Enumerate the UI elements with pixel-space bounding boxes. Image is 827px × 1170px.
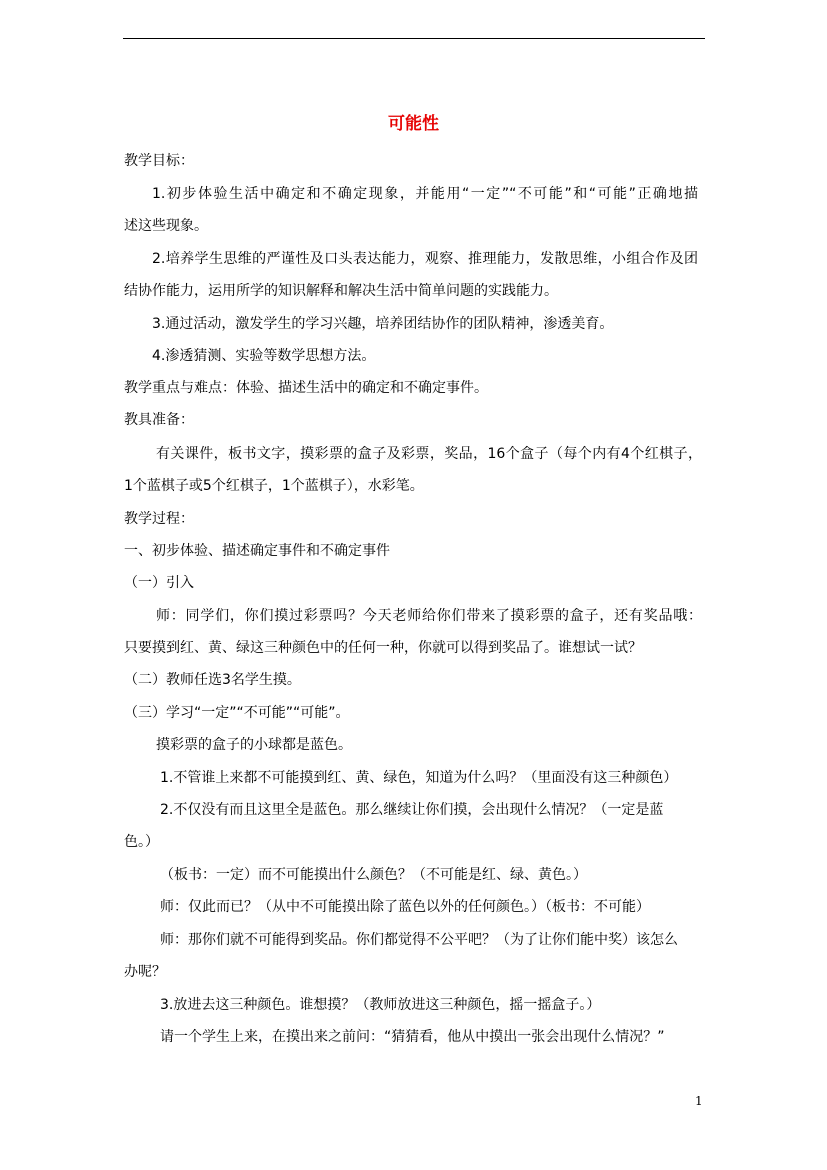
paragraph-line: 述这些现象。 bbox=[124, 218, 208, 234]
section-heading: 教学重点与难点：体验、描述生活中的确定和不确定事件。 bbox=[124, 380, 488, 396]
paragraph-line: 4.渗透猜测、实验等数学思想方法。 bbox=[152, 348, 376, 364]
paragraph-line: 1个蓝棋子或5个红棋子，1个蓝棋子），水彩笔。 bbox=[124, 478, 424, 494]
paragraph-line: 师：那你们就不可能得到奖品。你们都觉得不公平吧？（为了让你们能中奖）该怎么 bbox=[160, 932, 678, 948]
paragraph-line: 2.不仅没有而且这里全是蓝色。那么继续让你们摸，会出现什么情况？（一定是蓝 bbox=[160, 802, 664, 818]
section-heading: 教学目标： bbox=[124, 153, 194, 169]
section-heading: 教学过程： bbox=[124, 511, 194, 527]
paragraph-line: 2.培养学生思维的严谨性及口头表达能力，观察、推理能力，发散思维，小组合作及团 bbox=[152, 251, 698, 267]
paragraph-line: 只要摸到红、黄、绿这三种颜色中的任何一种，你就可以得到奖品了。谁想试一试？ bbox=[124, 640, 642, 656]
paragraph-line: 师：仅此而已？（从中不可能摸出除了蓝色以外的任何颜色。）（板书：不可能） bbox=[160, 899, 650, 915]
paragraph-line: 1.初步体验生活中确定和不确定现象，并能用“一定”“不可能”和“可能”正确地描 bbox=[152, 186, 698, 202]
paragraph-line: 3.放进去这三种颜色。谁想摸？（教师放进这三种颜色，摇一摇盒子。） bbox=[160, 997, 601, 1013]
paragraph-line: 结协作能力，运用所学的知识解释和解决生活中简单问题的实践能力。 bbox=[124, 283, 558, 299]
subsection-heading: （二）教师任选3名学生摸。 bbox=[124, 672, 301, 688]
paragraph-line: 色。） bbox=[124, 834, 159, 850]
paragraph-line: 办呢？ bbox=[124, 964, 166, 980]
section-heading: 教具准备： bbox=[124, 412, 194, 428]
paragraph-line: 请一个学生上来，在摸出来之前问：“猜猜看，他从中摸出一张会出现什么情况？” bbox=[160, 1029, 665, 1045]
paragraph-line: 1.不管谁上来都不可能摸到红、黄、绿色，知道为什么吗？（里面没有这三种颜色） bbox=[160, 770, 678, 786]
subsection-heading: （一）引入 bbox=[124, 575, 194, 591]
paragraph-line: 师：同学们，你们摸过彩票吗？今天老师给你们带来了摸彩票的盒子，还有奖品哦： bbox=[156, 608, 702, 624]
paragraph-line: （板书：一定）而不可能摸出什么颜色？（不可能是红、绿、黄色。） bbox=[160, 867, 587, 883]
paragraph-line: 3.通过活动，激发学生的学习兴趣，培养团结协作的团队精神，渗透美育。 bbox=[152, 316, 614, 332]
page-title: 可能性 bbox=[388, 114, 439, 134]
section-heading: 一、初步体验、描述确定事件和不确定事件 bbox=[124, 543, 390, 559]
paragraph-line: 有关课件，板书文字，摸彩票的盒子及彩票，奖品，16个盒子（每个内有4个红棋子， bbox=[156, 446, 702, 462]
subsection-heading: （三）学习“一定”“不可能”“可能”。 bbox=[124, 705, 350, 721]
header-rule bbox=[123, 38, 705, 39]
paragraph-line: 摸彩票的盒子的小球都是蓝色。 bbox=[156, 737, 352, 753]
page-number: 1 bbox=[695, 1094, 703, 1108]
